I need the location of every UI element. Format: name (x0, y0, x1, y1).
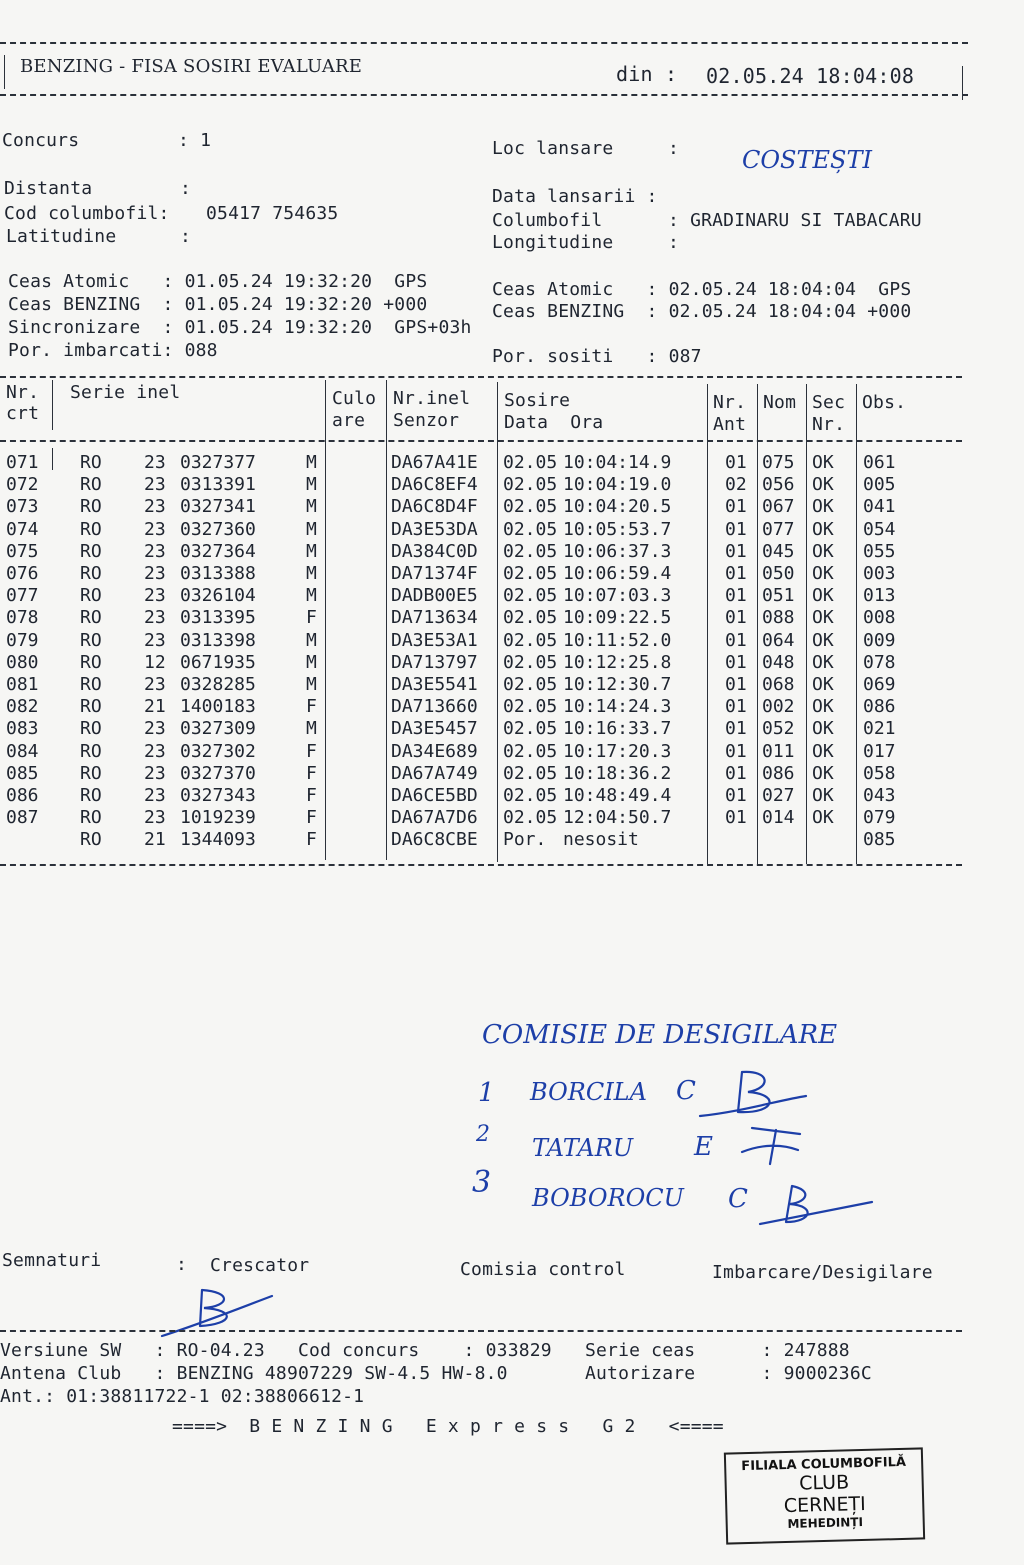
commission-number-2: 2 (476, 1122, 490, 1147)
cell-obs: 085 (863, 829, 896, 851)
cell-sec: OK (812, 452, 834, 473)
cell-nom: 086 (762, 762, 795, 784)
cell-obs: 061 (863, 452, 896, 473)
cell-sex: M (306, 452, 317, 473)
cell-ant: 01 (725, 540, 747, 562)
cell-year: 23 (144, 540, 166, 562)
cell-country: RO (80, 718, 102, 740)
stamp-line-3: CERNEȚI (783, 1492, 866, 1517)
cell-time: 10:12:25.8 (563, 651, 672, 673)
th-sosire: Sosire (504, 390, 571, 411)
cell-sensor: DA67A749 (391, 762, 478, 784)
commission-initial-1: C (676, 1076, 696, 1106)
cell-date: 02.05 (503, 563, 558, 584)
cod-columbofil-value: 05417 754635 (206, 203, 339, 224)
cell-time: 10:14:24.3 (563, 696, 672, 718)
cell-ant: 02 (725, 474, 747, 496)
cell-nom: 051 (762, 585, 795, 607)
cell-nom: 067 (762, 496, 795, 518)
cell-country: RO (80, 496, 102, 518)
longitudine-label: Longitudine (492, 232, 614, 253)
cell-nr-crt: 082 (6, 696, 39, 718)
cell-nom: 014 (762, 807, 795, 829)
footer-top-border (0, 1330, 962, 1332)
commission-name-1: BORCILA (530, 1078, 647, 1106)
semnaturi-label: Semnaturi (2, 1250, 102, 1271)
cell-nom: 075 (762, 452, 795, 473)
cell-ant: 01 (725, 585, 747, 607)
loc-lansare-label: Loc lansare (492, 138, 614, 159)
cell-ant: 01 (725, 740, 747, 762)
cell-time: 10:06:37.3 (563, 540, 672, 562)
cell-year: 23 (144, 518, 166, 540)
cell-nr-crt: 075 (6, 540, 39, 562)
antena-club-line: Antena Club : BENZING 48907229 SW-4.5 HW-8.0 Autorizare : 9000236C (0, 1363, 872, 1384)
cell-date: 02.05 (503, 785, 558, 806)
cell-sex: F (306, 785, 317, 806)
cell-ring: 0313395 (180, 607, 256, 629)
signature-1 (700, 1072, 806, 1116)
cell-ant: 01 (725, 718, 747, 740)
cell-ring: 0327377 (180, 452, 256, 473)
cell-country: RO (80, 807, 102, 829)
cell-ring: 0326104 (180, 585, 256, 607)
ceas-atomic-start: Ceas Atomic : 01.05.24 19:32:20 GPS (8, 271, 428, 292)
cell-obs: 013 (863, 585, 896, 607)
cell-ant: 01 (725, 563, 747, 584)
cell-obs: 017 (863, 740, 896, 762)
cell-sec: OK (812, 674, 834, 695)
cell-country: RO (80, 740, 102, 762)
commission-number-1: 1 (478, 1078, 495, 1108)
cell-sex: F (306, 807, 317, 829)
cell-year: 12 (144, 651, 166, 673)
cell-ant: 01 (725, 629, 747, 651)
cell-obs: 003 (863, 563, 896, 584)
th-obs: Obs. (862, 392, 907, 413)
cell-sec: OK (812, 785, 834, 806)
cell-obs: 086 (863, 696, 896, 718)
cell-sec: OK (812, 474, 834, 496)
th-nr-inel: Nr.inel (393, 388, 471, 409)
cell-nom: 077 (762, 518, 795, 540)
cell-sec: OK (812, 563, 834, 584)
cell-ant: 01 (725, 674, 747, 695)
cell-sec: OK (812, 651, 834, 673)
loc-lansare-handwritten: COSTEȘTI (742, 146, 872, 174)
cell-country: RO (80, 651, 102, 673)
concurs-label: Concurs (2, 130, 80, 151)
cell-obs: 069 (863, 674, 896, 695)
commission-initial-3: C (728, 1184, 748, 1214)
cell-country: RO (80, 762, 102, 784)
cell-ant: 01 (725, 762, 747, 784)
cod-columbofil-label: Cod columbofil: (4, 203, 170, 224)
cell-ring: 0327364 (180, 540, 256, 562)
cell-sec: OK (812, 629, 834, 651)
cell-year: 23 (144, 807, 166, 829)
cell-obs: 054 (863, 518, 896, 540)
th-senzor: Senzor (393, 410, 460, 431)
cell-time: 10:16:33.7 (563, 718, 672, 740)
cell-nr-crt: 073 (6, 496, 39, 518)
club-stamp (724, 1447, 925, 1544)
cell-sensor: DADB00E5 (391, 585, 478, 607)
cell-ring: 0327360 (180, 518, 256, 540)
cell-sensor: DA3E53A1 (391, 629, 478, 651)
cell-date: Por. (503, 829, 547, 851)
cell-nr-crt: 084 (6, 740, 39, 762)
cell-sex: F (306, 696, 317, 718)
data-lansarii-label: Data lansarii : (492, 186, 658, 207)
cell-obs: 041 (863, 496, 896, 518)
cell-country: RO (80, 540, 102, 562)
cell-nr-crt: 072 (6, 474, 39, 496)
cell-date: 02.05 (503, 496, 558, 518)
cell-ring: 0328285 (180, 674, 256, 695)
cell-country: RO (80, 518, 102, 540)
cell-country: RO (80, 563, 102, 584)
cell-ring: 0327302 (180, 740, 256, 762)
th-nr-ant: Nr. (713, 392, 747, 413)
cell-sensor: DA713634 (391, 607, 478, 629)
cell-sex: M (306, 651, 317, 673)
stamp-line-1: FILIALA COLUMBOFILĂ (741, 1454, 907, 1475)
cell-country: RO (80, 452, 102, 473)
concurs-value: : 1 (178, 130, 212, 151)
cell-sensor: DA384C0D (391, 540, 478, 562)
th-culoare-2: are (332, 410, 366, 431)
cell-country: RO (80, 585, 102, 607)
cell-ring: 0327343 (180, 785, 256, 806)
cell-obs: 058 (863, 762, 896, 784)
cell-sec: OK (812, 696, 834, 718)
porumbei-sositi: Por. sositi : 087 (492, 346, 702, 367)
latitudine-value: : (180, 226, 192, 247)
ceas-benzing-start: Ceas BENZING : 01.05.24 19:32:20 +000 (8, 294, 428, 315)
cell-country: RO (80, 674, 102, 695)
cell-obs: 005 (863, 474, 896, 496)
cell-year: 23 (144, 563, 166, 584)
semnaturi-colon: : (176, 1254, 188, 1275)
cell-obs: 043 (863, 785, 896, 806)
crescator-label: Crescator (210, 1255, 310, 1276)
cell-year: 23 (144, 762, 166, 784)
cell-date: 02.05 (503, 518, 558, 540)
cell-sensor: DA713660 (391, 696, 478, 718)
cell-date: 02.05 (503, 807, 558, 829)
cell-sex: F (306, 740, 317, 762)
th-culoare-1: Culo (332, 388, 377, 409)
cell-ant: 01 (725, 785, 747, 806)
signature-3 (760, 1186, 872, 1224)
cell-nom: 002 (762, 696, 795, 718)
th-nom: Nom (763, 392, 797, 413)
cell-sensor: DA3E5541 (391, 674, 478, 695)
cell-year: 23 (144, 607, 166, 629)
cell-time: 10:04:14.9 (563, 452, 672, 473)
cell-sensor: DA67A7D6 (391, 807, 478, 829)
cell-sec: OK (812, 607, 834, 629)
commission-number-3: 3 (472, 1165, 492, 1200)
report-din-label: din : (616, 62, 678, 86)
cell-year: 23 (144, 785, 166, 806)
columbofil-value: : GRADINARU SI TABACARU (668, 210, 922, 231)
cell-sensor: DA6C8D4F (391, 496, 478, 518)
latitudine-label: Latitudine (6, 226, 117, 247)
cell-sensor: DA713797 (391, 651, 478, 673)
cell-sensor: DA6C8CBE (391, 829, 478, 851)
cell-obs: 078 (863, 651, 896, 673)
signature-2 (742, 1128, 800, 1164)
cell-time: 10:07:03.3 (563, 585, 672, 607)
cell-year: 21 (144, 829, 166, 851)
cell-time: 10:11:52.0 (563, 629, 672, 651)
cell-year: 23 (144, 452, 166, 473)
cell-ant: 01 (725, 518, 747, 540)
cell-ring: 0313398 (180, 629, 256, 651)
ceas-benzing-end: Ceas BENZING : 02.05.24 18:04:04 +000 (492, 301, 912, 322)
th-sec-nr: Nr. (812, 414, 846, 435)
cell-year: 23 (144, 718, 166, 740)
cell-year: 23 (144, 585, 166, 607)
cell-date: 02.05 (503, 696, 558, 718)
cell-sex: M (306, 540, 317, 562)
cell-year: 23 (144, 674, 166, 695)
commission-initial-2: E (694, 1132, 713, 1162)
longitudine-value: : (668, 232, 680, 253)
cell-sensor: DA6C8EF4 (391, 474, 478, 496)
cell-ring: 0327309 (180, 718, 256, 740)
cell-sec: OK (812, 585, 834, 607)
cell-sensor: DA3E5457 (391, 718, 478, 740)
cell-time: 10:09:22.5 (563, 607, 672, 629)
cell-sensor: DA6CE5BD (391, 785, 478, 806)
cell-ring: 0313391 (180, 474, 256, 496)
cell-time: 10:04:19.0 (563, 474, 672, 496)
cell-date: 02.05 (503, 651, 558, 673)
cell-sec: OK (812, 718, 834, 740)
cell-time: 10:04:20.5 (563, 496, 672, 518)
cell-sex: M (306, 674, 317, 695)
cell-ring: 0313388 (180, 563, 256, 584)
cell-country: RO (80, 696, 102, 718)
sincronizare: Sincronizare : 01.05.24 19:32:20 GPS+03h (8, 317, 472, 338)
cell-country: RO (80, 607, 102, 629)
cell-sex: M (306, 474, 317, 496)
cell-sensor: DA34E689 (391, 740, 478, 762)
cell-obs: 021 (863, 718, 896, 740)
cell-nr-crt: 071 (6, 452, 39, 473)
cell-ant: 01 (725, 452, 747, 473)
cell-nom: 045 (762, 540, 795, 562)
cell-date: 02.05 (503, 629, 558, 651)
cell-sex: M (306, 496, 317, 518)
cell-date: 02.05 (503, 452, 558, 473)
cell-date: 02.05 (503, 540, 558, 562)
cell-ant: 01 (725, 807, 747, 829)
cell-sex: M (306, 629, 317, 651)
cell-ring: 1019239 (180, 807, 256, 829)
cell-nr-crt: 079 (6, 629, 39, 651)
commission-title: COMISIE DE DESIGILARE (482, 1020, 838, 1050)
cell-nr-crt: 080 (6, 651, 39, 673)
cell-date: 02.05 (503, 718, 558, 740)
stamp-line-4: MEHEDINȚI (787, 1514, 864, 1531)
cell-year: 23 (144, 474, 166, 496)
cell-time: nesosit (563, 829, 639, 851)
cell-nom: 052 (762, 718, 795, 740)
cell-nr-crt: 078 (6, 607, 39, 629)
imbarcare-desigilare-label: Imbarcare/Desigilare (712, 1262, 933, 1283)
cell-nom: 088 (762, 607, 795, 629)
cell-year: 23 (144, 740, 166, 762)
cell-obs: 008 (863, 607, 896, 629)
cell-date: 02.05 (503, 585, 558, 607)
cell-ring: 0327341 (180, 496, 256, 518)
cell-country: RO (80, 629, 102, 651)
cell-sex: M (306, 718, 317, 740)
cell-nr-crt: 085 (6, 762, 39, 784)
cell-country: RO (80, 829, 102, 851)
cell-ring: 0671935 (180, 651, 256, 673)
cell-sex: M (306, 563, 317, 584)
cell-date: 02.05 (503, 674, 558, 695)
cell-nom: 056 (762, 474, 795, 496)
cell-nom: 068 (762, 674, 795, 695)
cell-sec: OK (812, 540, 834, 562)
cell-time: 10:12:30.7 (563, 674, 672, 695)
th-ant: Ant (713, 414, 747, 435)
cell-ant: 01 (725, 696, 747, 718)
th-serie-inel: Serie inel (70, 382, 181, 403)
cell-country: RO (80, 785, 102, 806)
cell-sensor: DA67A41E (391, 452, 478, 473)
cell-time: 10:17:20.3 (563, 740, 672, 762)
cell-date: 02.05 (503, 762, 558, 784)
cell-sex: M (306, 585, 317, 607)
cell-nr-crt: 086 (6, 785, 39, 806)
cell-obs: 079 (863, 807, 896, 829)
cell-sec: OK (812, 518, 834, 540)
cell-ring: 0327370 (180, 762, 256, 784)
cell-nom: 064 (762, 629, 795, 651)
cell-sex: F (306, 829, 317, 851)
distanta-value: : (180, 178, 192, 199)
cell-year: 21 (144, 696, 166, 718)
cell-nom: 027 (762, 785, 795, 806)
cell-sec: OK (812, 496, 834, 518)
cell-nr-crt: 083 (6, 718, 39, 740)
porumbei-imbarcati: Por. imbarcati: 088 (8, 340, 218, 361)
loc-lansare-colon: : (668, 138, 680, 159)
comisia-control-label: Comisia control (460, 1259, 626, 1280)
stamp-line-2: CLUB (798, 1471, 850, 1495)
cell-nr-crt: 074 (6, 518, 39, 540)
cell-sec: OK (812, 740, 834, 762)
versiune-sw-line: Versiune SW : RO-04.23 Cod concurs : 033829 Serie ceas : 247888 (0, 1340, 850, 1361)
cell-ant: 01 (725, 651, 747, 673)
cell-sex: F (306, 762, 317, 784)
th-data-ora: Data Ora (504, 412, 604, 433)
commission-name-2: TATARU (532, 1134, 634, 1162)
th-sec: Sec (812, 392, 846, 413)
benzing-express-banner: ====> B E N Z I N G E x p r e s s G 2 <==== (172, 1416, 724, 1437)
distanta-label: Distanta (4, 178, 93, 199)
cell-date: 02.05 (503, 474, 558, 496)
cell-date: 02.05 (503, 740, 558, 762)
cell-date: 02.05 (503, 607, 558, 629)
cell-ant: 01 (725, 607, 747, 629)
cell-time: 10:48:49.4 (563, 785, 672, 806)
cell-sex: M (306, 518, 317, 540)
cell-nr-crt: 077 (6, 585, 39, 607)
cell-time: 10:18:36.2 (563, 762, 672, 784)
cell-time: 12:04:50.7 (563, 807, 672, 829)
report-title: BENZING - FISA SOSIRI EVALUARE (20, 56, 363, 77)
commission-name-3: BOBOROCU (532, 1184, 684, 1212)
cell-sex: F (306, 607, 317, 629)
cell-sensor: DA3E53DA (391, 518, 478, 540)
th-nr: Nr. (6, 382, 40, 403)
cell-nr-crt: 076 (6, 563, 39, 584)
cell-time: 10:06:59.4 (563, 563, 672, 584)
cell-sensor: DA71374F (391, 563, 478, 584)
cell-ring: 1344093 (180, 829, 256, 851)
cell-time: 10:05:53.7 (563, 518, 672, 540)
cell-nr-crt: 087 (6, 807, 39, 829)
cell-nom: 050 (762, 563, 795, 584)
cell-obs: 009 (863, 629, 896, 651)
report-datetime: 02.05.24 18:04:08 (706, 64, 915, 88)
cell-nr-crt: 081 (6, 674, 39, 695)
cell-obs: 055 (863, 540, 896, 562)
cell-nom: 048 (762, 651, 795, 673)
ceas-atomic-end: Ceas Atomic : 02.05.24 18:04:04 GPS (492, 279, 912, 300)
cell-ring: 1400183 (180, 696, 256, 718)
cell-ant: 01 (725, 496, 747, 518)
cell-sec: OK (812, 762, 834, 784)
cell-country: RO (80, 474, 102, 496)
antenna-ids-line: Ant.: 01:38811722-1 02:38806612-1 (0, 1386, 365, 1407)
columbofil-label: Columbofil (492, 210, 603, 231)
cell-sec: OK (812, 807, 834, 829)
th-crt: crt (6, 403, 40, 424)
cell-year: 23 (144, 496, 166, 518)
cell-year: 23 (144, 629, 166, 651)
cell-nom: 011 (762, 740, 795, 762)
